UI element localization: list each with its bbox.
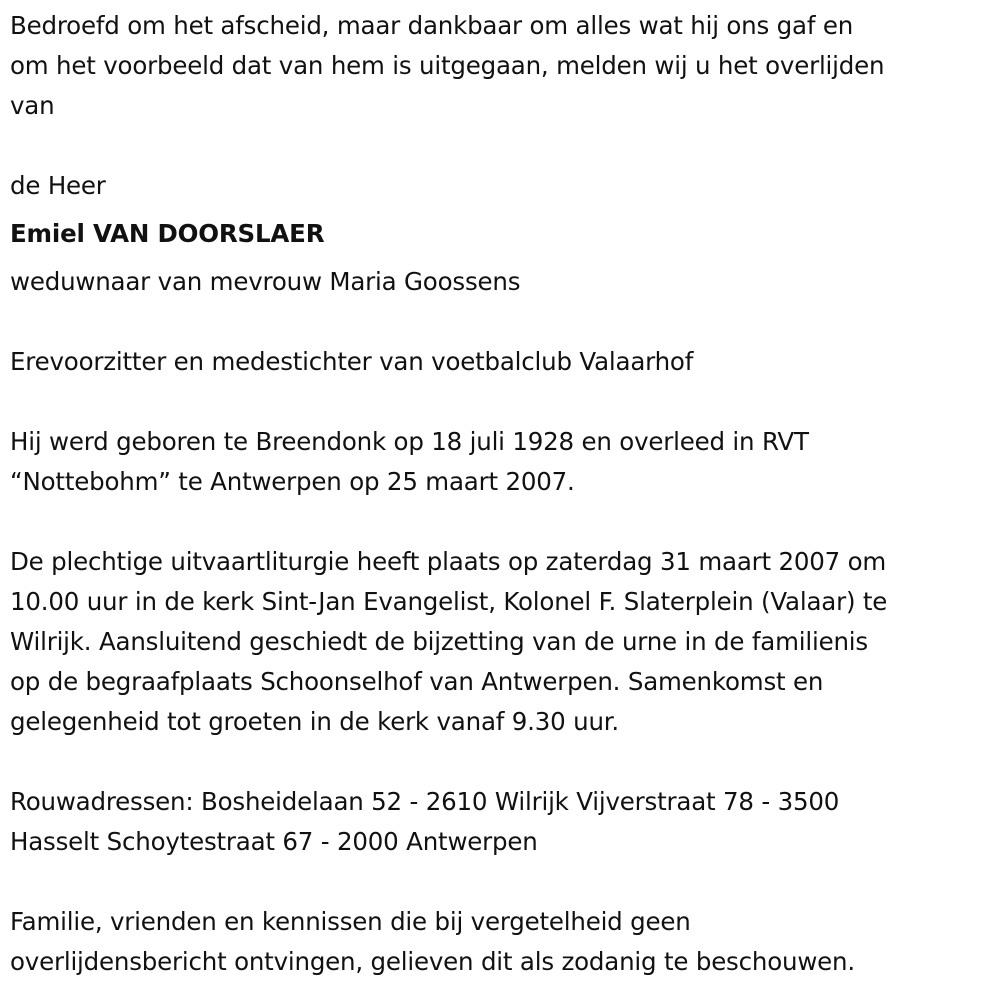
paragraph-spacer (10, 382, 995, 422)
life-line: “Nottebohm” te Antwerpen op 25 maart 2007. (10, 467, 575, 496)
paragraph-spacer (10, 862, 995, 902)
intro-line: Bedroefd om het afscheid, maar dankbaar om alles wat hij ons gaf en (10, 11, 854, 40)
paragraph-spacer (10, 742, 995, 782)
paragraph-spacer (10, 302, 995, 342)
life-paragraph (10, 422, 995, 502)
honorific: de Heer (10, 171, 106, 200)
address-line: Rouwadressen: Bosheidelaan 52 - 2610 Wilrijk Vijverstraat 78 - 3500 (10, 787, 840, 816)
funeral-paragraph (10, 542, 995, 742)
deceased-name: Emiel VAN DOORSLAER (10, 219, 325, 248)
intro-line: van (10, 91, 55, 120)
funeral-line: op de begraafplaats Schoonselhof van Antwerpen. Samenkomst en (10, 667, 824, 696)
role-line: Erevoorzitter en medestichter van voetbalclub Valaarhof (10, 347, 694, 376)
funeral-line: De plechtige uitvaartliturgie heeft plaats op zaterdag 31 maart 2007 om (10, 547, 887, 576)
life-line: Hij werd geboren te Breendonk op 18 juli 1928 en overleed in RVT (10, 427, 809, 456)
closing-line: overlijdensbericht ontvingen, gelieven dit als zodanig te beschouwen. (10, 947, 855, 976)
funeral-line: gelegenheid tot groeten in de kerk vanaf 9.30 uur. (10, 707, 619, 736)
spouse-line: weduwnaar van mevrouw Maria Goossens (10, 267, 521, 296)
paragraph-spacer (10, 126, 995, 166)
funeral-line: Wilrijk. Aansluitend geschiedt de bijzetting van de urne in de familienis (10, 627, 868, 656)
paragraph-spacer (10, 502, 995, 542)
closing-line: Familie, vrienden en kennissen die bij vergetelheid geen (10, 907, 691, 936)
funeral-line: 10.00 uur in de kerk Sint-Jan Evangelist, Kolonel F. Slaterplein (Valaar) te (10, 587, 888, 616)
closing-paragraph (10, 902, 995, 982)
address-paragraph (10, 782, 995, 862)
intro-line: om het voorbeeld dat van hem is uitgegaan, melden wij u het overlijden (10, 51, 885, 80)
intro-paragraph (10, 6, 995, 126)
address-line: Hasselt Schoytestraat 67 - 2000 Antwerpen (10, 827, 538, 856)
